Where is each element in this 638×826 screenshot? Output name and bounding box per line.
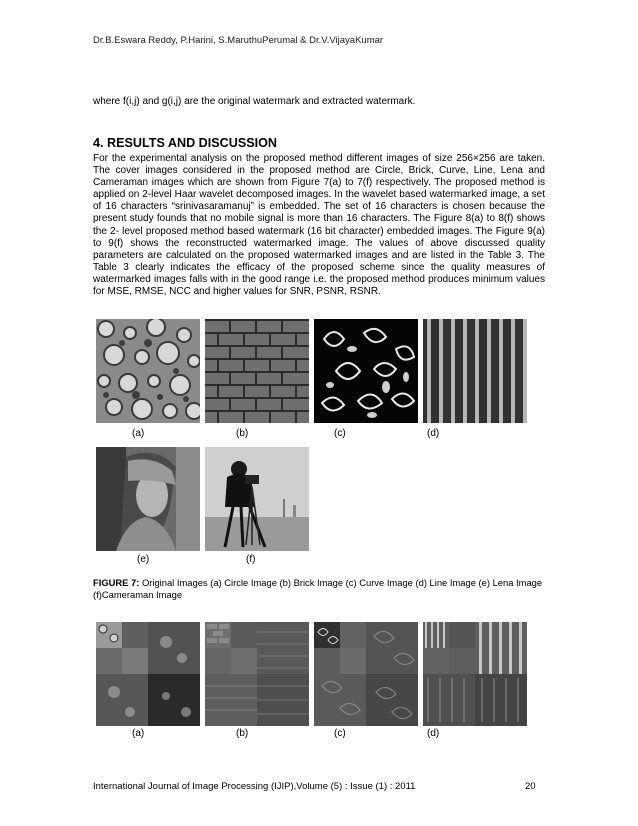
watermarked-brick-image xyxy=(205,622,309,726)
footer-journal-citation: International Journal of Image Processing (IJIP),Volume (5) : Issue (1) : 2011 xyxy=(93,781,416,792)
footer-page-number: 20 xyxy=(525,781,536,792)
figure8-label-b: (b) xyxy=(236,728,249,739)
lena-image xyxy=(96,447,200,551)
section-heading: 4. RESULTS AND DISCUSSION xyxy=(93,136,278,150)
results-paragraph: For the experimental analysis on the proposed method different images of size 256×256 are taken. The cover images considered in the proposed method are Circle, Brick, Curve, Line, Lena and Cameraman images which are shown from Figure 7(a) to 7(f) respectively. The proposed method is applied on 2-level Haar wavelet decomposed images. In the wavelet based watermarked image, a set of 16 characters “srinivasaramanuj” is embedded. The set of 16 characters is chosen because the present study founds that no mobile signal is more than 16 characters. The Figure 8(a) to 8(f) shows the 2- level proposed method based watermark (16 bit character) embedded images. The Figure 9(a) to 9(f) shows the reconstructed watermarked image. The values of above discussed quality parameters are calculated on the proposed watermarked images and are listed in the Table 3. The Table 3 clearly indicates the efficacy of the proposed scheme since the quality measures of watermarked images falls with in the good range i.e. the proposed method produces minimum values for MSE, RMSE, NCC and higher values for SNR, PSNR, RSNR. xyxy=(93,153,545,298)
figure8-label-a: (a) xyxy=(132,728,145,739)
figure7-label-e: (e) xyxy=(137,554,150,565)
figure7-label-f: (f) xyxy=(246,554,256,565)
figure7-label-b: (b) xyxy=(236,428,249,439)
watermarked-curve-image xyxy=(314,622,418,726)
figure8-label-c: (c) xyxy=(334,728,346,739)
intro-sentence: where f(i,j) and g(i,j) are the original watermark and extracted watermark. xyxy=(93,96,416,107)
figure7-label-a: (a) xyxy=(132,428,145,439)
running-header: Dr.B.Eswara Reddy, P.Harini, S.MaruthuPerumal & Dr.V.VijayaKumar xyxy=(93,35,384,46)
figure7-caption-text: Original Images (a) Circle Image (b) Brick Image (c) Curve Image (d) Line Image (e) Lena Image (f)Cameraman Image xyxy=(93,577,543,600)
figure7-label-c: (c) xyxy=(334,428,346,439)
figure7-caption-label: FIGURE 7: xyxy=(93,577,140,588)
circle-image xyxy=(96,319,200,423)
cameraman-image xyxy=(205,447,309,551)
curve-image xyxy=(314,319,418,423)
figure8-label-d: (d) xyxy=(427,728,440,739)
watermarked-line-image xyxy=(423,622,527,726)
brick-image xyxy=(205,319,309,423)
line-image xyxy=(423,319,527,423)
figure7-caption xyxy=(93,577,548,601)
figure7-label-d: (d) xyxy=(427,428,440,439)
watermarked-circle-image xyxy=(96,622,200,726)
